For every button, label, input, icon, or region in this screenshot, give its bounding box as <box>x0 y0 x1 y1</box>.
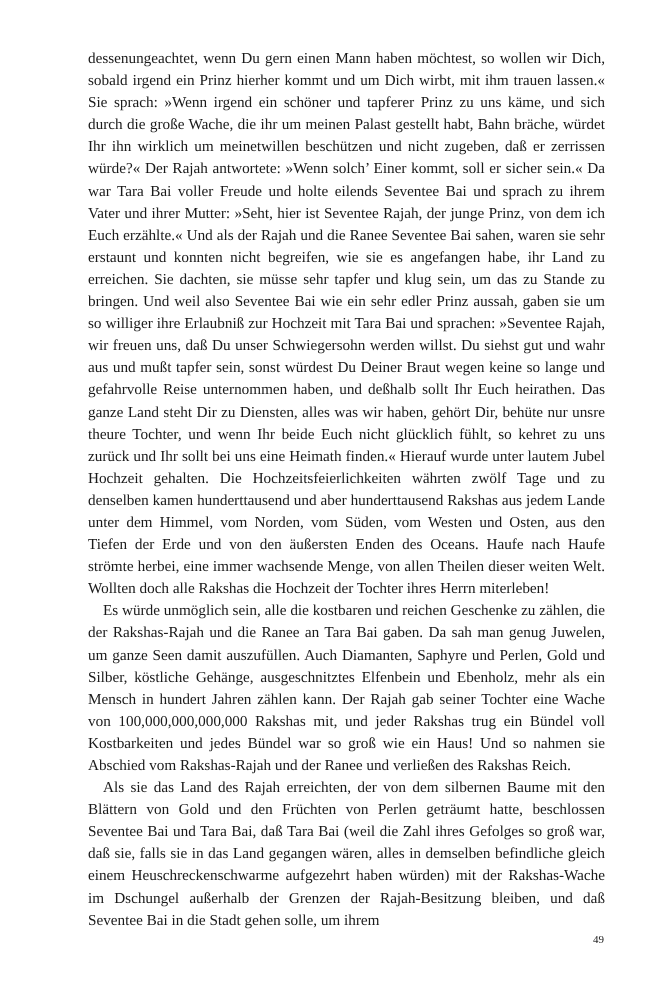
book-page-text <box>88 48 605 932</box>
paragraph-2: Es würde unmöglich sein, alle die kostbaren und reichen Geschenke zu zählen, die der Rakshas-Rajah und die Ranee an Tara Bai gaben. Da sah man genug Juwelen, um ganze Seen damit auszufüllen. Auch Diamanten, Saphyre und Perlen, Gold und Silber, köstliche Gehänge, ausgeschnitztes Elfenbein und Ebenholz, mehr als ein Mensch in hundert Jahren zählen kann. Der Rajah gab seiner Tochter eine Wache von 100,000,000,000,000 Rakshas mit, und jeder Rakshas trug ein Bündel voll Kostbarkeiten und jedes Bündel war so groß wie ein Haus! Und so nahmen sie Abschied vom Rakshas-Rajah und der Ranee und verließen des Rakshas Reich. <box>88 602 605 774</box>
page-number: 49 <box>593 934 604 946</box>
paragraph-3: Als sie das Land des Rajah erreichten, der von dem silbernen Baume mit den Blättern von Gold und den Früchten von Perlen geträumt hatte, beschlossen Seventee Bai und Tara Bai, daß Tara Bai (weil die Zahl ihres Gefolges so groß war, daß sie, falls sie in das Land gegangen wären, alles in demselben befindliche gleich einem Heuschreckenschwarme aufgezehrt haben würden) mit der Rakshas-Wache im Dschungel außerhalb der Grenzen der Rajah-Besitzung bleiben, und daß Seventee Bai in die Stadt gehen solle, um ihrem <box>88 779 605 929</box>
paragraph-1: dessenungeachtet, wenn Du gern einen Mann haben möchtest, so wollen wir Dich, sobald irgend ein Prinz hierher kommt und um Dich wirbt, mit ihm trauen lassen.« Sie sprach: »Wenn irgend ein schöner und tapferer Prinz zu uns käme, und sich durch die große Wache, die ihr um meinen Palast gestellt habt, Bahn bräche, würdet Ihr ihn wirklich um meinetwillen beschützen und nicht zugeben, daß er zerrissen würde?« Der Rajah antwortete: »Wenn solch’ Einer kommt, soll er sicher sein.« Da war Tara Bai voller Freude und holte eilends Seventee Bai und sprach zu ihrem Vater und ihrer Mutter: »Seht, hier ist Seventee Rajah, der junge Prinz, von dem ich Euch erzählte.« Und als der Rajah und die Ranee Seventee Bai sahen, waren sie sehr erstaunt und konnten nicht begreifen, wie sie es angefangen habe, ihr Land zu erreichen. Sie dachten, sie müsse sehr tapfer und klug sein, um das zu Stande zu bringen. Und weil also Seventee Bai wie ein sehr edler Prinz aussah, gaben sie um so williger ihre Erlaubniß zur Hochzeit mit Tara Bai und sprachen: »Seventee Rajah, wir freuen uns, daß Du unser Schwiegersohn werden willst. Du siehst gut und wahr aus und mußt tapfer sein, sonst würdest Du Deiner Braut wegen keine so lange und gefahrvolle Reise unternommen haben, und deßhalb sollt Ihr Euch heirathen. Das ganze Land steht Dir zu Diensten, alles was wir haben, gehört Dir, behüte nur unsre theure Tochter, und wenn Ihr beide Euch nicht glücklich fühlt, so kehret zu uns zurück und Ihr sollt bei uns eine Heimath finden.« Hierauf wurde unter lautem Jubel Hochzeit gehalten. Die Hochzeitsfeierlichkeiten währten zwölf Tage und zu denselben kamen hunderttausend und aber hunderttausend Rakshas aus jedem Lande unter dem Himmel, vom Norden, vom Süden, vom Westen und Osten, aus den Tiefen der Erde und von den äußersten Enden des Oceans. Haufe nach Haufe strömte herbei, eine immer wachsende Menge, von allen Theilen dieser weiten Welt. Wollten doch alle Rakshas die Hochzeit der Tochter ihres Herrn miterleben! <box>88 50 605 598</box>
